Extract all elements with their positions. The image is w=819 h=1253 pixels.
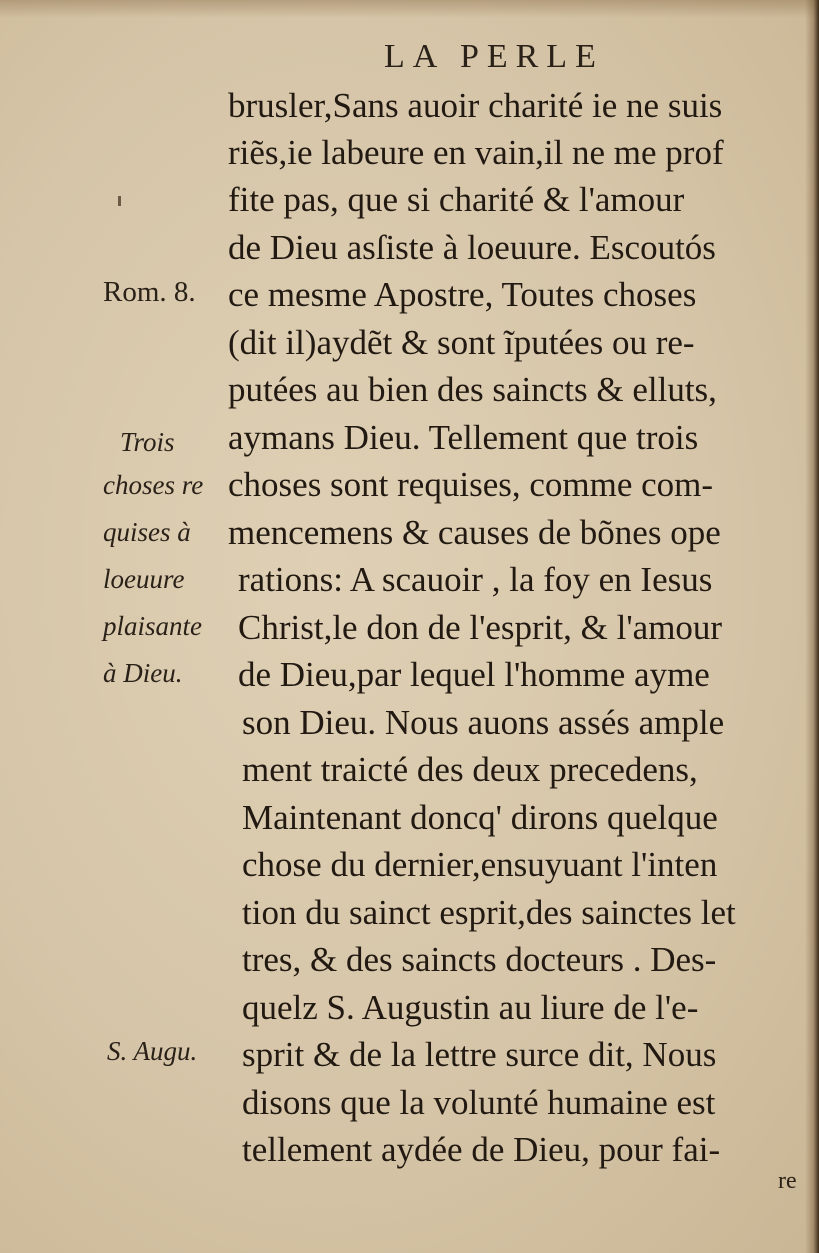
- text-line: fite pas, que si charité & l'amour: [228, 180, 685, 219]
- text-line: tion du sainct esprit,des sainctes let: [242, 893, 736, 932]
- text-line: ment traicté des deux precedens,: [242, 750, 698, 789]
- text-line: ce mesme Apostre, Toutes choses: [228, 275, 697, 314]
- text-line: quelz S. Augustin au liure de l'e-: [242, 988, 699, 1027]
- text-line: Christ,le don de l'esprit, & l'amour: [238, 608, 723, 647]
- margin-note-rom: Rom. 8.: [103, 276, 196, 308]
- margin-note-trois: plaisante: [103, 611, 202, 641]
- text-line: disons que la volunté humaine est: [242, 1083, 716, 1122]
- margin-note-trois: Trois: [120, 427, 175, 457]
- text-line: chose du dernier,ensuyuant l'inten: [242, 845, 718, 884]
- text-line: aymans Dieu. Tellement que trois: [228, 418, 699, 457]
- text-line: Maintenant doncq' dirons quelque: [242, 798, 718, 837]
- margin-note-trois: choses re: [103, 470, 204, 500]
- text-line: de Dieu,par lequel l'homme ayme: [238, 655, 710, 694]
- margin-note-augustin: S. Augu.: [107, 1036, 198, 1066]
- text-line: rations: A scauoir , la foy en Iesus: [238, 560, 713, 599]
- margin-mark: [118, 196, 121, 206]
- text-line: de Dieu asſiste à loeuure. Escoutós: [228, 228, 716, 267]
- text-line: (dit il)aydẽt & sont ĩputées ou re-: [228, 323, 695, 362]
- text-line: riẽs,ie labeure en vain,il ne me prof: [228, 133, 724, 172]
- text-line: mencemens & causes de bõnes ope: [228, 513, 721, 552]
- running-head: LA PERLE: [384, 38, 604, 75]
- text-line: tres, & des saincts docteurs . Des-: [242, 940, 717, 979]
- text-line: sprit & de la lettre surce dit, Nous: [242, 1035, 717, 1074]
- text-line: brusler,Sans auoir charité ie ne suis: [228, 86, 723, 125]
- text-line: putées au bien des saincts & elluts,: [228, 370, 717, 409]
- text-line: choses sont requises, comme com-: [228, 465, 714, 504]
- margin-note-trois: quises à: [103, 517, 191, 547]
- page-gutter-shadow: [805, 0, 819, 1253]
- text-line: son Dieu. Nous auons assés ample: [242, 703, 725, 742]
- margin-note-trois: loeuure: [103, 564, 185, 594]
- text-line: tellement aydée de Dieu, pour fai-: [242, 1130, 721, 1169]
- catchword: re: [778, 1168, 797, 1194]
- margin-note-trois: à Dieu.: [103, 658, 183, 688]
- page-top-shadow: [0, 0, 819, 18]
